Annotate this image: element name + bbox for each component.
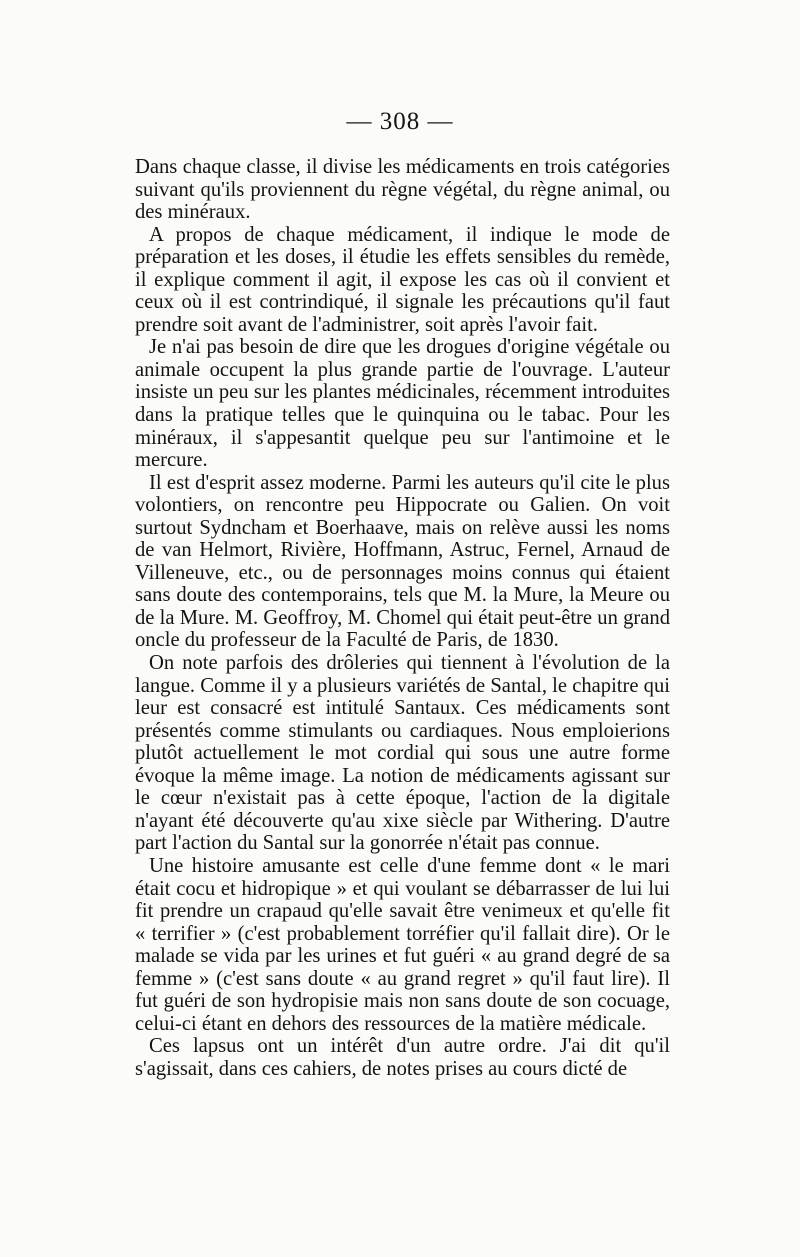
paragraph: On note parfois des drôleries qui tiennent à l'évolution de la langue. Comme il y a plusieurs variétés de Santal, le chapitre qui leur est consacré est intitulé Santaux. Ces médicaments sont présentés comme stimulants ou cardiaques. Nous emploierions plutôt actuellement le mot cordial qui sous une autre forme évoque la même image. La notion de médicaments agissant sur le cœur n'existait pas à cette époque, l'action de la digitale n'ayant été découverte qu'au xixe siècle par Withering. D'autre part l'action du Santal sur la gonorrée n'était pas connue. [135, 652, 670, 855]
paragraph: Dans chaque classe, il divise les médicaments en trois catégories suivant qu'ils proviennent du règne végétal, du règne animal, ou des minéraux. [135, 156, 670, 224]
paragraph: Il est d'esprit assez moderne. Parmi les auteurs qu'il cite le plus volontiers, on rencontre peu Hippocrate ou Galien. On voit surtout Sydncham et Boerhaave, mais on relève aussi les noms de van Helmort, Rivière, Hoffmann, Astruc, Fernel, Arnaud de Villeneuve, etc., ou de personnages moins connus qui étaient sans doute des contemporains, tels que M. la Mure, la Meure ou de la Mure. M. Geoffroy, M. Chomel qui était peut-être un grand oncle du professeur de la Faculté de Paris, de 1830. [135, 471, 670, 652]
paragraph: Ces lapsus ont un intérêt d'un autre ordre. J'ai dit qu'il s'agissait, dans ces cahiers, de notes prises au cours dicté de [135, 1035, 670, 1080]
paragraph: A propos de chaque médicament, il indique le mode de préparation et les doses, il étudie les effets sensibles du remède, il explique comment il agit, il expose les cas où il convient et ceux où il est contrindiqué, il signale les précautions qu'il faut prendre soit avant de l'administrer, soit après l'avoir fait. [135, 223, 670, 336]
paragraph: Je n'ai pas besoin de dire que les drogues d'origine végétale ou animale occupent la plus grande partie de l'ouvrage. L'auteur insiste un peu sur les plantes médicinales, récemment introduites dans la pratique telles que le quinquina ou le tabac. Pour les minéraux, il s'appesantit quelque peu sur l'antimoine et le mercure. [135, 336, 670, 472]
paragraph: Une histoire amusante est celle d'une femme dont « le mari était cocu et hidropique » et qui voulant se débarrasser de lui lui fit prendre un crapaud qu'elle savait être venimeux et qu'elle fit « terrifier » (c'est probablement torréfier qu'il fallait dire). Or le malade se vida par les urines et fut guéri « au grand degré de sa femme » (c'est sans doute « au grand regret » qu'il faut lire). Il fut guéri de son hydropisie mais non sans doute de son cocuage, celui-ci étant en dehors des ressources de la matière médicale. [135, 854, 670, 1035]
page-number: — 308 — [346, 108, 454, 135]
body-text [135, 156, 670, 1080]
